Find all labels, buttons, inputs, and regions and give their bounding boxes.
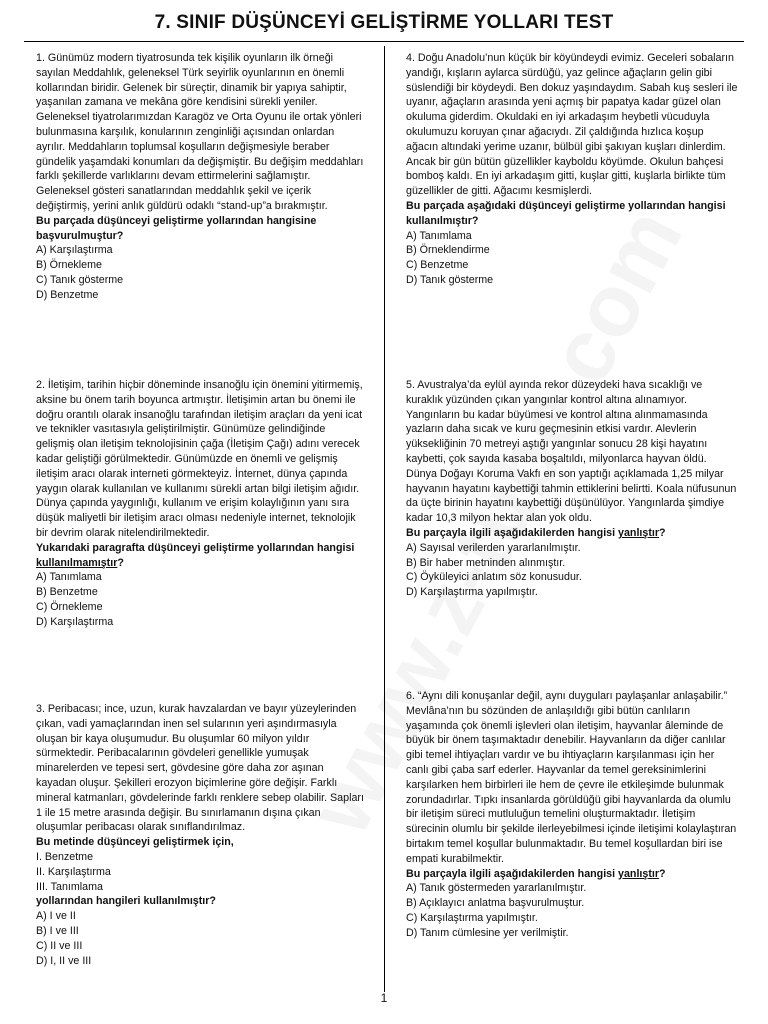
question-text: 4. Doğu Anadolu’nun küçük bir köyündeydi evimiz. Geceleri sobaların yandığı, kışların aylarca sürdüğü, yaz gelince ağaçların gelin gibi süslendiği bir köydeydi. Ben dokuz yaşındaydım. Sabah kuş sesleri ile uyanır, ağaçların arasında yeni açmış bir papatya kadar güzel olan okuluma giderdim. Okuldaki en iyi arkadaşım heybetli vücuduyla okulumuzu koruyan çınar ağacıydı. Zil çaldığında hızlıca koşup ağacın altındaki yerime uzanır, bülbül gibi şakıyan kuşları dinlerdim. Ancak bir gün bütün güzellikler kayboldu köyümde. Okulun bahçesi bomboş kaldı. En iyi arkadaşım gitti, kuşlar gitti, kuşlarla birlikte tüm güzellikler de gitti. Ağacımı kesmişlerdi. [406, 52, 738, 198]
question-1 [36, 51, 366, 303]
option-a[interactable]: A) Tanımlama [36, 571, 102, 584]
option-a[interactable]: A) Sayısal verilerden yararlanılmıştır. [406, 541, 581, 554]
option-d[interactable]: D) I, II ve III [36, 954, 92, 967]
option-a[interactable]: A) Tanımlama [406, 229, 472, 242]
question-stem: Bu parçayla ilgili aşağıdakilerden hangisi yanlıştır? [406, 867, 666, 880]
question-text: 6. “Aynı dili konuşanlar değil, aynı duyguları paylaşanlar anlaşabilir.” Mevlâna’nın bu sözünden de anlaşıldığı gibi bütün canlıların yaşamında çok önemli işlevleri olan iletişim, hayvanlar âleminde de büyük bir önem taşımaktadır denebilir. Hayvanların da diğer canlılar gibi temel ihtiyaçları vardır ve bu ihtiyaçların karşılanması için her canlı gibi çaba sarf ederler. Hayvanlar da temel gereksinimlerini karşılarken hem birbirleri ile hem de çevre ile etkileşimde bulunmak zorundadırlar. Tıpkı insanlarda görüldüğü gibi hayvanlarda da olumlu bir iletişim süreci mutluluğun temelini oluşturmaktadır. İletişim sürecinin olumlu bir şekilde ilerleyebilmesi içinde iletişimi kolaylaştıran birtakım temel koşullar bulunmaktadır. Bu temel koşullardan biri ise empati kurabilmektir. [406, 690, 737, 865]
option-c[interactable]: C) II ve III [36, 939, 83, 952]
question-text: 3. Peribacası; ince, uzun, kurak havzalardan ve bayır yüzeylerinden çıkan, vadi yamaçlarından inen sel sularının yeri aşındırmasıyla oluşan bir kaya oluşumudur. Bu oluşumlar 60 milyon yıldır sürmektedir. Peribacalarının gövdeleri genellikle yumuşak minarelerden ve tepesi sert, gövdesine göre daha zor aşınan kayadan oluşur. Şekilleri erozyon biçimlerine göre değişir. Farklı mineral katmanları, gövdelerinde farklı renklere sebep olabilir. Sapları 1 ile 15 metre arasında değişir. Bu sınırlamanın dışına çıkan oluşumlar peribacası olarak sınıflandırılmaz. [36, 703, 364, 834]
question-text: 5. Avustralya’da eylül ayında rekor düzeydeki hava sıcaklığı ve kuraklık yüzünden çıkan yangınlar kontrol altına alınamıyor. Yangınların bu kadar büyümesi ve kontrol altına alınmamasında yazların daha sıcak ve kuru geçmesinin etkisi vardır. Alevlerin yüksekliğinin 70 metreyi aştığı yangınlar sonucu 28 kişi hayatını kaybetti, çok sayıda kasaba boşaltıldı, milyonlarca hayvan öldü. Dünya Doğayı Koruma Vakfı en son yaptığı açıklamada 1,25 milyar hayvanın hayatını kaybettiği tahmin ettiklerini belirtti. Koala nüfusunun da üçte birinin hayatını kaybettiği düşünülüyor. Yangınlarda şimdiye kadar 10,3 milyon hektar alan yok oldu. [406, 379, 737, 525]
question-stem-continued: yollarından hangileri kullanılmıştır? [36, 895, 216, 908]
question-5 [406, 378, 738, 600]
statement-item: III. Tanımlama [36, 880, 103, 893]
statement-item: II. Karşılaştırma [36, 865, 111, 878]
option-d[interactable]: D) Tanım cümlesine yer verilmiştir. [406, 926, 569, 939]
question-3 [36, 702, 366, 968]
option-d[interactable]: D) Karşılaştırma yapılmıştır. [406, 586, 538, 599]
option-c[interactable]: C) Benzetme [406, 259, 469, 272]
option-b[interactable]: B) Bir haber metninden alınmıştır. [406, 556, 566, 569]
question-stem: Bu parçada aşağıdaki düşünceyi geliştirme yollarından hangisi kullanılmıştır? [406, 199, 726, 227]
option-a[interactable]: A) Tanık göstermeden yararlanılmıştır. [406, 882, 587, 895]
column-divider [384, 46, 385, 992]
question-text: 2. İletişim, tarihin hiçbir döneminde insanoğlu için önemini yitirmemiş, aksine bu önem tarih boyunca artmıştır. İletişimin artan bu önemi ile doğru orantılı olarak insanoğlu tarafından iletişim araçları da yeni icat ve teknikler vasıtasıyla geliştirilmiştir. Günümüze gelindiğinde gelişmiş olan iletişim teknolojisinin çağa (İletişim Çağı) adını verecek kadar geliştiği görülmektedir. Günümüzde en önemli ve gelişmiş iletişim aracı olarak interneti görmekteyiz. İnternet, dünya çapında yaygın olarak kullanılan ve kullanımı sürekli artan bilgi iletişim ağıdır. Dünya çapında yaygınlığı, kullanım ve erişim kolaylığının yanı sıra düşük maliyetli bir iletişim aracı olması nedeniyle internet, teknolojik bir devrim olarak nitelendirilmektedir. [36, 379, 363, 539]
option-d[interactable]: D) Benzetme [36, 288, 99, 301]
option-c[interactable]: C) Karşılaştırma yapılmıştır. [406, 911, 538, 924]
page-number: 1 [380, 991, 388, 1005]
question-4 [406, 51, 738, 288]
question-6 [406, 689, 738, 941]
option-b[interactable]: B) I ve III [36, 924, 79, 937]
option-b[interactable]: B) Benzetme [36, 586, 98, 599]
question-2 [36, 378, 366, 630]
question-stem: Bu parçayla ilgili aşağıdakilerden hangisi yanlıştır? [406, 526, 666, 539]
option-a[interactable]: A) I ve II [36, 910, 76, 923]
title-divider [24, 41, 744, 42]
option-a[interactable]: A) Karşılaştırma [36, 244, 113, 257]
question-stem: Bu metinde düşünceyi geliştirmek için, [36, 836, 234, 849]
question-text: 1. Günümüz modern tiyatrosunda tek kişilik oyunların ilk örneği sayılan Meddahlık, geleneksel Türk seyirlik oyunlarının en önemli kollarından biridir. Gelenek bir süreçtir, dinamik bir yapıya sahiptir, yaşanılan zamana ve mekâna göre kendisini sürekli yeniler. Geleneksel tiyatrolarımızdan Karagöz ve Orta Oyunu ile ortak yönleri bulunmasına karşılık, konularının zenginliği açısından onlardan ayrılır. Meddahların toplumsal koşulların değişmesiyle beraber gündelik yaşamdaki konumları da değişmiştir. Bu değişim meddahları farklı şekillerde varlıklarını devam ettirmelerini sağlamıştır. Geleneksel gösteri sanatlarından meddahlık şekil ve içerik değiştirmiş, yerini anlık güldürü odaklı “stand-up”a bırakmıştır. [36, 52, 364, 212]
option-d[interactable]: D) Karşılaştırma [36, 615, 114, 628]
statement-item: I. Benzetme [36, 850, 94, 863]
option-b[interactable]: B) Örnekleme [36, 259, 102, 272]
question-stem: Bu parçada düşünceyi geliştirme yollarından hangisine başvurulmuştur? [36, 214, 317, 242]
option-d[interactable]: D) Tanık gösterme [406, 273, 494, 286]
option-c[interactable]: C) Tanık gösterme [36, 273, 124, 286]
option-b[interactable]: B) Açıklayıcı anlatma başvurulmuştur. [406, 897, 585, 910]
option-b[interactable]: B) Örneklendirme [406, 244, 490, 257]
page-title: 7. SINIF DÜŞÜNCEYİ GELİŞTİRME YOLLARI TEST [154, 12, 614, 33]
option-c[interactable]: C) Örnekleme [36, 600, 103, 613]
option-c[interactable]: C) Öyküleyici anlatım söz konusudur. [406, 571, 582, 584]
question-stem: Yukarıdaki paragrafta düşünceyi geliştirme yollarından hangisi kullanılmamıştır? [36, 541, 355, 569]
